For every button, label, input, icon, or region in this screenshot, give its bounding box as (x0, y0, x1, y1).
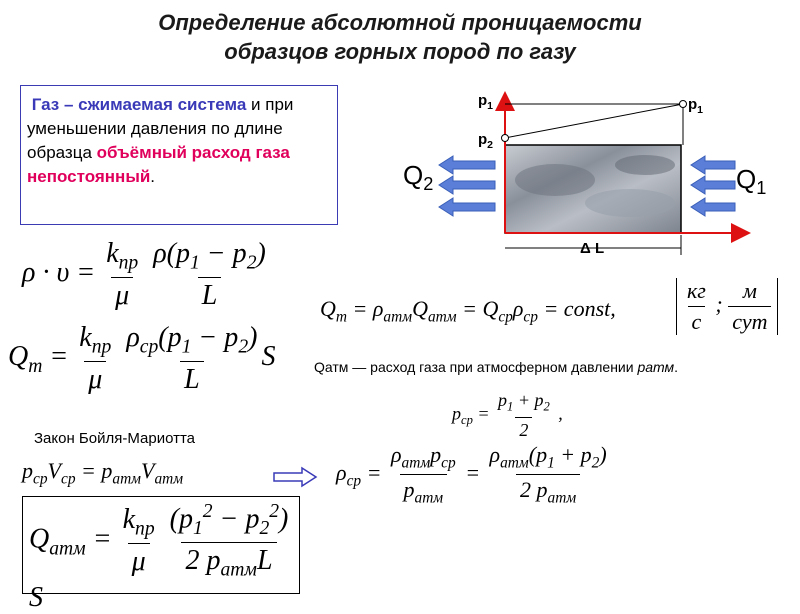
qatm-note: Qатм — расход газа при атмосферном давлении pатм. (314, 359, 679, 375)
formula-boyle: $p_{ср}V_{ср} = p_{атм}V_{атм}$ (22, 458, 184, 488)
rock-texture (515, 164, 595, 196)
formula-mass-flux: ρ · υ = $\frac{k_{пр}}{\mu}$ $\frac{\rho(p_1 - p_2)}{L}$ (22, 238, 266, 311)
q2-arrow (439, 176, 495, 194)
callout-box (20, 85, 338, 225)
pressure-gradient-line (505, 104, 683, 138)
label-delta-l: Δ L (580, 240, 605, 257)
callout-part4: . (150, 167, 156, 186)
q1-arrow (691, 156, 735, 174)
callout-part1: Газ – сжимаемая система (31, 95, 247, 114)
p1-point (680, 101, 687, 108)
label-p1-top: $p_1$ (478, 92, 494, 112)
gas-flow-diagram (395, 85, 785, 265)
qatm-note-pressure: pатм (637, 359, 675, 375)
title-line-2: образцов горных пород по газу (224, 39, 576, 64)
rock-texture (585, 189, 675, 217)
implies-arrow-icon (272, 466, 318, 488)
callout-part3: объёмный расход газа непостоянный (27, 143, 290, 186)
title-line-1: Определение абсолютной проницаемости (158, 10, 642, 35)
formula-mass-const: $Q_m = \rho_{атм}Q_{атм} = Q_{ср}\rho_{ср}$ = const, (320, 296, 616, 326)
formula-density-mean: $\rho_{ср}$ = $\frac{\rho_{атм}p_{ср}}{p_{атм}}$ = $\frac{\rho_{атм}(p_1 + p_2)}{2 p_{атм}}$ (336, 442, 607, 507)
label-q1: $Q_1$ (736, 164, 767, 199)
qatm-note-symbol: Qатм (314, 359, 349, 375)
q2-arrow (439, 198, 495, 216)
q2-arrow (439, 156, 495, 174)
formula-p-mean: $p_{ср}$ = $\frac{p_1 + p_2}{2}$ , (452, 390, 563, 440)
label-p2: $p_2$ (478, 131, 494, 151)
q1-arrow (691, 176, 735, 194)
formula-mass-rate: $Q_m$ = $\frac{k_{пр}}{\mu}$ $\frac{\rho_{ср}(p_1 - p_2)}{L}$ S (8, 322, 276, 395)
formula-units: $\frac{кг}{с}$ ; $\frac{м}{\text{сут}}$ (676, 278, 778, 335)
label-p1-right: $p_1$ (688, 96, 704, 116)
rock-texture (615, 155, 675, 175)
p2-point (502, 135, 509, 142)
label-q2: $Q_2$ (403, 160, 434, 195)
q1-arrow (691, 198, 735, 216)
q1-arrows (691, 156, 735, 216)
page-title (0, 8, 800, 66)
callout-text (27, 93, 339, 189)
q2-arrows (439, 156, 495, 216)
qatm-note-text: — расход газа при атмосферном давлении (348, 359, 638, 375)
callout-part2: и при уменьшении давления по длине образца (27, 95, 294, 162)
formula-qatm-boxed: $Q_{атм}$ = $\frac{k_{пр}}{\mu}$ $\frac{(p_1^2 - p_2^2)}{2 p_{атм}L}$ S (22, 496, 300, 594)
boyle-law-label: Закон Бойля-Мариотта (34, 430, 196, 447)
